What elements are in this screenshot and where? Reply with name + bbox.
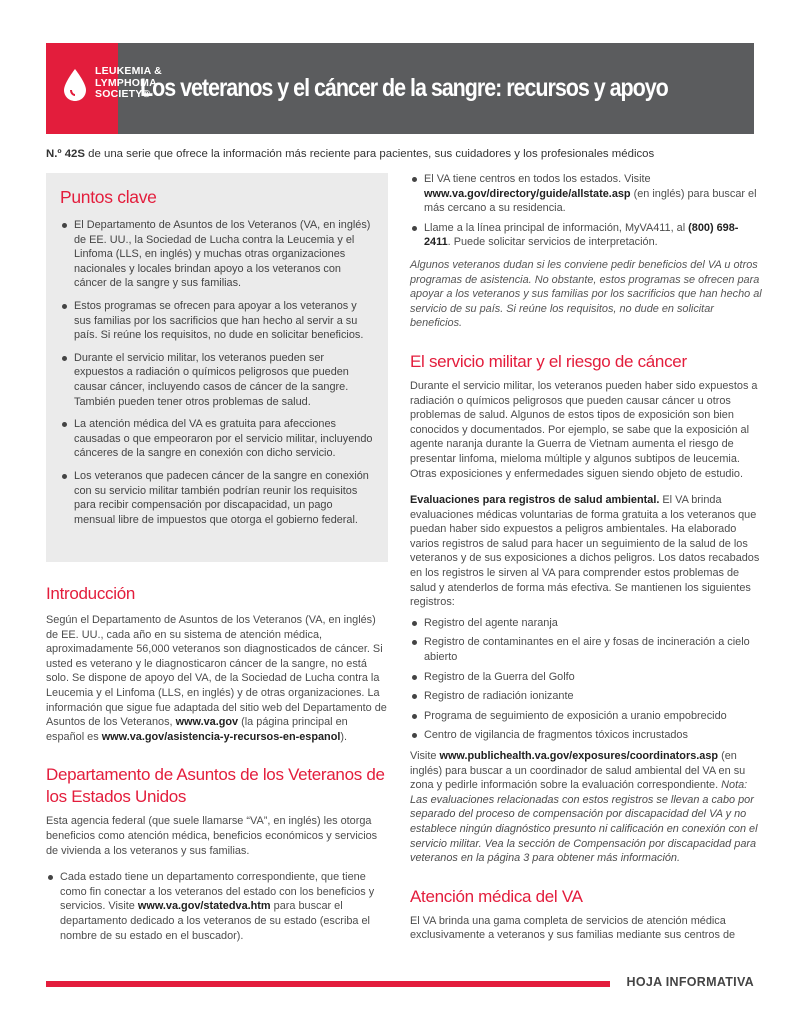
title-banner [118,43,754,134]
va-link[interactable]: www.va.gov [175,716,239,729]
series-number: N.º 42S [46,148,85,160]
key-points-list [60,218,375,527]
list-item: Registro de contaminantes en el aire y fosas de incineración a cielo abierto [410,635,764,664]
list-item: Programa de seguimiento de exposición a uranio empobrecido [410,709,764,724]
directory-link[interactable]: www.va.gov/directory/guide/allstate.asp [424,187,631,200]
list-item: El Departamento de Asuntos de los Veteranos (VA, en inglés) de EE. UU., la Sociedad de Lucha contra la Leucemia y el Linfoma (LLS, en inglés) y muchas otras organizaciones nacionales y locales brindan apoyo a los veteranos con cáncer de la sangre y sus familias. [60,218,375,291]
health-care-title: Atención médica del VA [410,886,583,906]
benefits-note: Algunos veteranos dudan si les conviene pedir beneficios del VA u otros programas de asistencia. No obstante, estos programas se ofrecen para apoyar a los veteranos y sus familias por los sacrificios que han hecho al servicio de su país. Si reúne los requisitos, no dude en solicitar beneficios. [410,258,762,330]
series-subtitle [46,148,654,160]
list-item: Centro de vigilancia de fragmentos tóxicos incrustados [410,728,764,743]
footer-label: HOJA INFORMATIVA [626,975,754,989]
key-points-title: Puntos clave [60,187,157,207]
va-dept-title: Departamento de Asuntos de los Veteranos de los Estados Unidos [46,765,385,807]
evaluations-heading: Evaluaciones para registros de salud ambiental. [410,494,660,507]
phone-number[interactable]: (800) 698-2411 [424,221,739,249]
series-description: de una serie que ofrece la información más reciente para pacientes, sus cuidadores y los profesionales médicos [84,148,655,160]
registries-list [410,616,764,743]
list-item: Registro de la Guerra del Golfo [410,670,764,685]
evaluations-paragraph: Evaluaciones para registros de salud ambiental. El VA brinda evaluaciones médicas voluntarias de forma gratuita a los veteranos que puedan haber sido expuestos a peligros ambientales. Ha elaborado varios registros de salud para hacer un seguimiento de la salud de los veteranos y de sus exposiciones a dichos peligros. Los datos recabados en los registros le sirven al VA para comprender estos problemas de salud y atenderlos de forma más efectiva. Se mantienen los siguientes registros: [410,494,760,609]
list-item: El VA tiene centros en todos los estados. Visite www.va.gov/directory/guide/allstate.asp (en inglés) para buscar el más cercano a su residencia. [410,172,764,216]
military-risk-paragraph: Durante el servicio militar, los veteranos pueden haber sido expuestos a radiación o químicos peligrosos que pueden causar cáncer u otros problemas de salud. Algunos de estos tipos de exposición son bien conocidos y documentados. Por ejemplo, se sabe que la exposición al agente naranja durante la Guerra de Vietnam aumenta el riesgo de presentar linfoma, mieloma múltiple y algunos subtipos de leucemia. Otras exposiciones y enfermedades siguen siendo objeto de estudio. [410,379,758,480]
left-column [46,583,388,948]
page-title: Los veteranos y el cáncer de la sangre: recursos y apoyo [140,74,669,102]
coordinator-paragraph: Visite www.publichealth.va.gov/exposures/coordinators.asp (en inglés) para buscar a un coordinador de salud ambiental del VA en su zona y pedirle información sobre la evaluación correspondiente. Nota: Las evaluaciones relacionadas con estos registros se llevan a cabo por separado del proceso de compensación por discapacidad del VA y no establece ningún diagnóstico presunto ni calificación en conexión con el servicio militar. Vea la sección de Compensación por discapacidad para veteranos en la página 3 para obtener más información. [410,750,758,865]
va-spanish-link[interactable]: www.va.gov/asistencia-y-recursos-en-espanol [101,730,341,743]
lls-logo[interactable] [46,43,162,134]
list-item: Los veteranos que padecen cáncer de la sangre en conexión con su servicio militar también podrían reunir los requisitos para recibir compensación por discapacidad, un pago mensual libre de impuestos que otorga el gobierno federal. [60,469,375,527]
list-item: Durante el servicio militar, los veteranos pueden ser expuestos a radiación o químicos peligrosos que pueden causar cáncer, incluyendo casos de cáncer de la sangre. También pueden tener otros problemas de salud. [60,351,375,409]
list-item: Estos programas se ofrecen para apoyar a los veteranos y sus familias por los sacrificios que han hecho al servir a su país. Si reúne los requisitos, no dude en solicitar beneficios. [60,299,375,343]
header-banner [46,43,754,134]
right-column [410,172,764,943]
evaluation-note: Nota: Las evaluaciones relacionadas con estos registros se llevan a cabo por separado del proceso de compensación por discapacidad del VA y no establece ningún diagnóstico presunto ni calificación en conexión con el servicio militar. Vea la sección de Compensación por discapacidad para veteranos en la página 3 para obtener más información. [410,779,758,865]
health-care-paragraph: El VA brinda una gama completa de servicios de atención médica exclusivamente a veteranos y sus familias mediante sus centros de [410,914,736,942]
list-item: Llame a la línea principal de información, MyVA411, al (800) 698-2411. Puede solicitar servicios de interpretación. [410,221,764,250]
statedva-link[interactable]: www.va.gov/statedva.htm [137,900,271,913]
list-item: Registro de radiación ionizante [410,689,764,704]
list-item: La atención médica del VA es gratuita para afecciones causadas o que empeoraron por el servicio militar, incluyendo cánceres de la sangre en conexión con dicho servicio. [60,417,375,461]
va-dept-list [46,870,388,943]
key-points-panel [46,173,388,562]
list-item: Cada estado tiene un departamento correspondiente, que tiene como fin conectar a los veteranos del estado con los beneficios y servicios. Visite www.va.gov/statedva.htm para buscar el departamento dedicado a los veteranos de su estado (escriba el nombre de su estado en el buscador). [46,870,388,943]
intro-paragraph: Según el Departamento de Asuntos de los Veteranos (VA, en inglés) de EE. UU., cada año en su sistema de atención médica, aproximadamente 56,000 veteranos son diagnosticados de cáncer. Si usted es veterano y le diagnosticaron cáncer de la sangre, no está solo. Se dispone de apoyo del VA, de la Sociedad de Lucha contra la Leucemia y el Linfoma (LLS, en inglés) y de otras organizaciones. La información que sigue fue adaptada del sitio web del Departamento de Asuntos de los Veteranos, www.va.gov (la página principal en español es www.va.gov/asistencia-y-recursos-en-espanol). [46,614,387,743]
coordinators-link[interactable]: www.publichealth.va.gov/exposures/coordinators.asp [439,750,719,762]
military-risk-title: El servicio militar y el riesgo de cáncer [410,351,687,371]
list-item: Registro del agente naranja [410,616,764,631]
intro-title: Introducción [46,584,136,603]
va-dept-list-continued [410,172,764,250]
va-dept-paragraph: Esta agencia federal (que suele llamarse “VA”, en inglés) les otorga beneficios como atención médica, beneficios económicos y servicios de vivienda a los veteranos y sus familias. [46,815,378,857]
footer-rule [46,981,610,987]
logo-wordmark: LEUKEMIA & LYMPHOMA SOCIETY® [95,65,162,100]
blood-drop-icon [62,68,88,102]
